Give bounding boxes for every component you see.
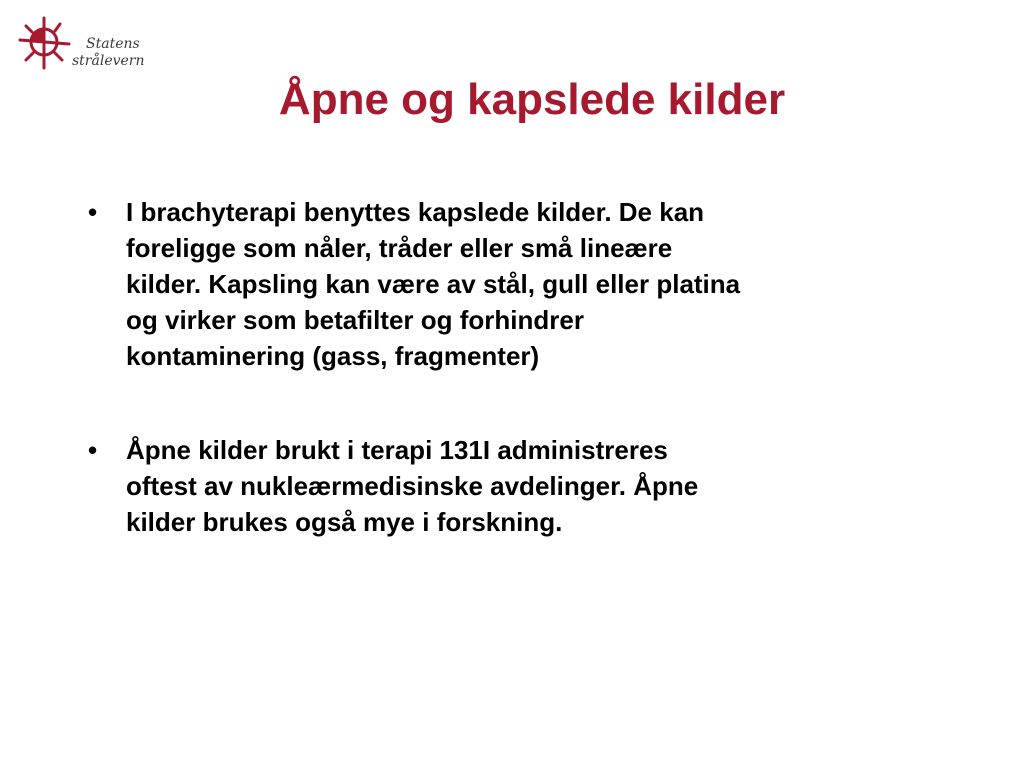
- logo-text-line2: strålevern: [72, 53, 145, 69]
- slide-title: Åpne og kapslede kilder: [278, 75, 786, 124]
- bullet-line: I brachyterapi benyttes kapslede kilder. De kan: [126, 197, 705, 227]
- bullet-line: og virker som betafilter og forhindrer: [126, 305, 584, 335]
- bullet-item: [88, 432, 988, 540]
- bullet-marker: •: [88, 435, 98, 465]
- bullet-marker: •: [88, 197, 98, 227]
- bullet-text: [126, 194, 988, 374]
- bullet-line: Åpne kilder brukt i terapi 131I administreres: [126, 435, 668, 465]
- bullet-line: oftest av nukleærmedisinske avdelinger. Åpne: [126, 471, 699, 501]
- bullet-line: kilder brukes også mye i forskning.: [126, 507, 563, 537]
- logo-text: [72, 36, 145, 70]
- logo-text-line1: Statens: [86, 36, 140, 52]
- bullet-list: [88, 194, 988, 598]
- bullet-text: [126, 432, 988, 540]
- bullet-line: kontaminering (gass, fragmenter): [126, 341, 540, 371]
- bullet-line: foreligge som nåler, tråder eller små lineære: [126, 233, 673, 263]
- logo-emblem-icon: [14, 14, 74, 74]
- bullet-item: [88, 194, 988, 374]
- logo: [14, 14, 154, 74]
- bullet-line: kilder. Kapsling kan være av stål, gull eller platina: [126, 269, 741, 299]
